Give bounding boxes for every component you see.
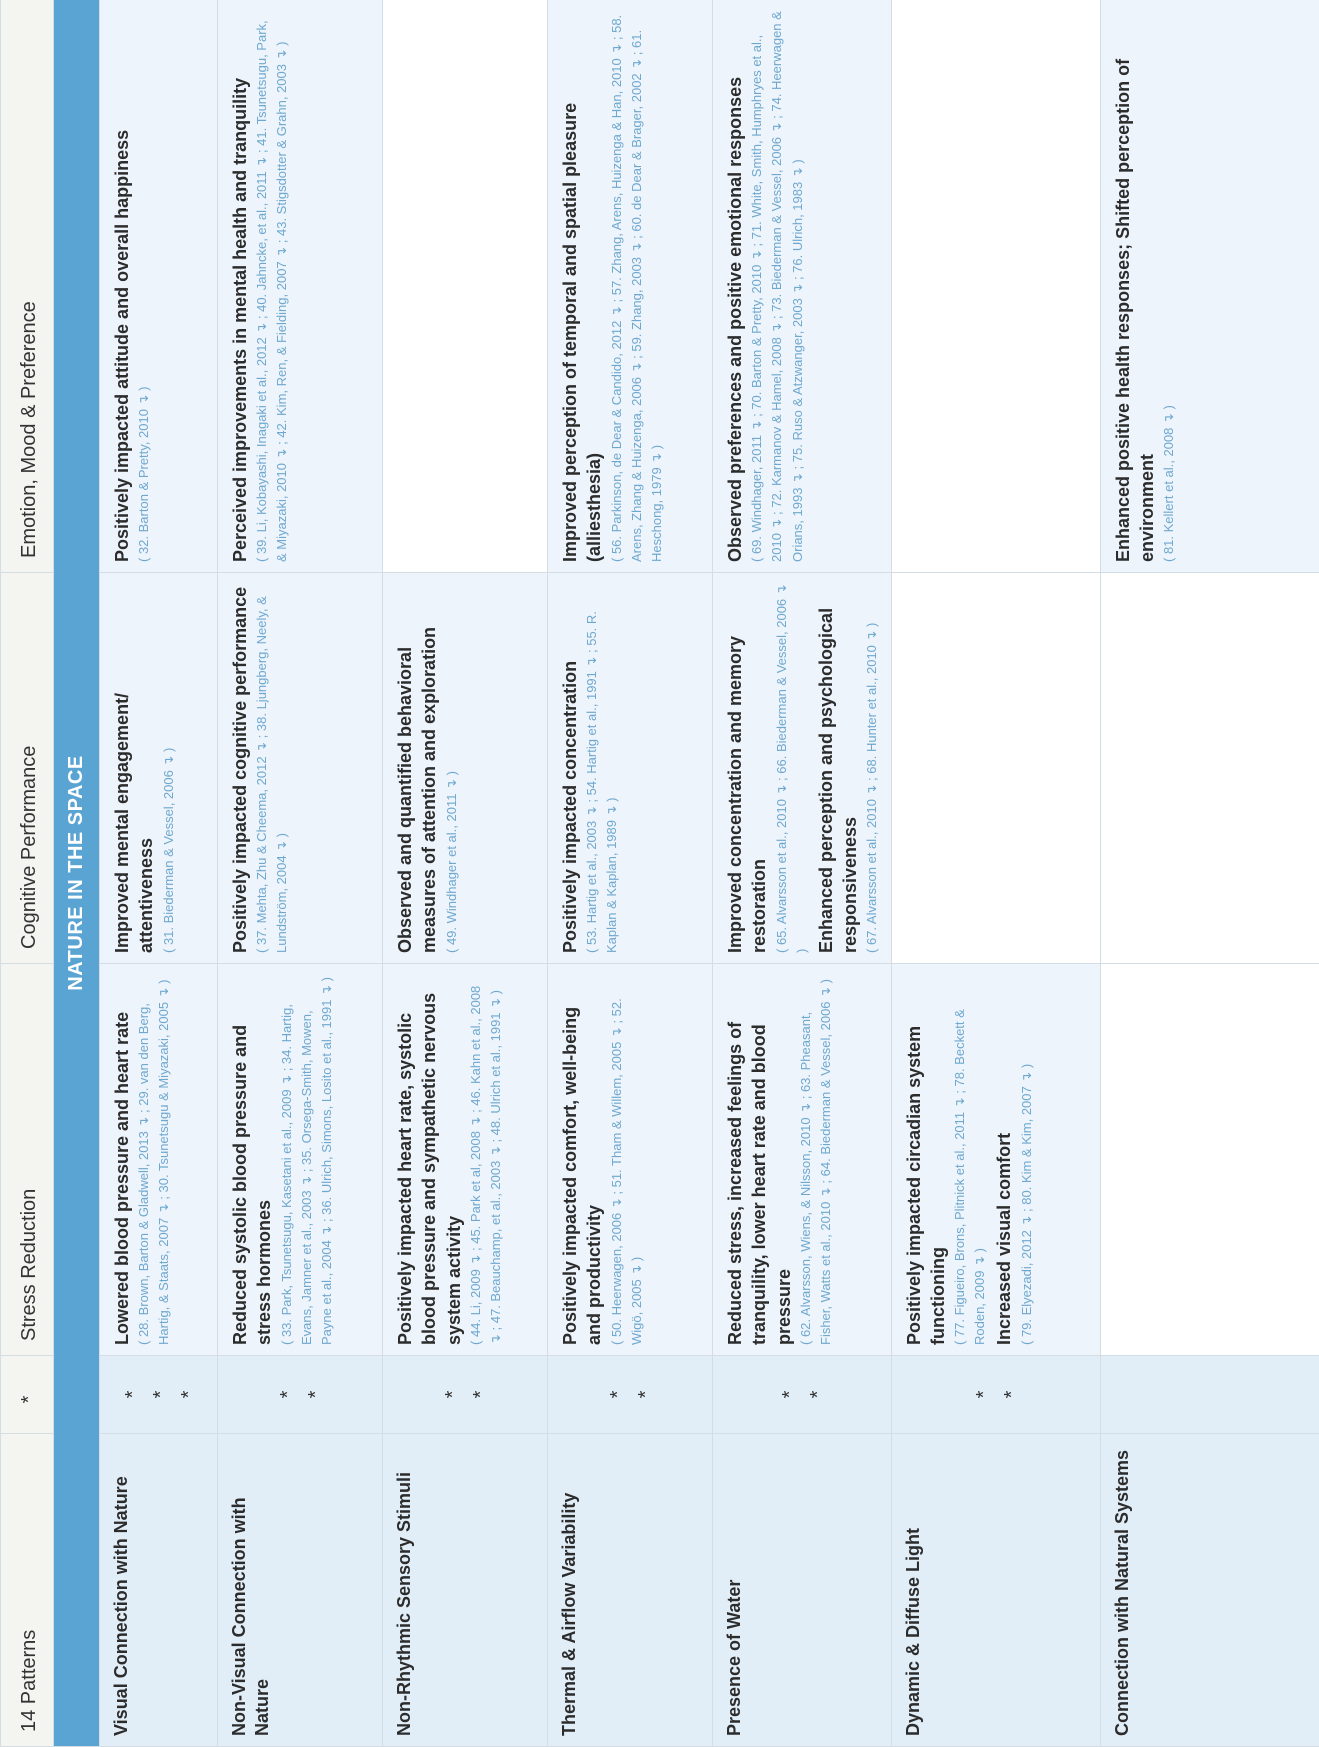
header-cognitive-performance: Cognitive Performance [1,573,54,964]
stress-cell [383,964,548,1356]
pattern-row [383,0,548,1747]
stress-cell [713,964,892,1356]
claim-text: Positively impacted cognitive performance [230,586,250,953]
star-mark: * [607,1390,629,1399]
star-mark: * [277,1390,299,1399]
claim-text: Perceived improvements in mental health and tranquility [230,77,250,562]
citation-text[interactable]: ( 50. Heerwagen, 2006 ↴ ; 51. Tham & Willem, 2005 ↴ ; 52. Wigö, 2005 ↴ ) [608,998,644,1345]
claim-text: Positively impacted heart rate, systolic blood pressure and sympathetic nervous system activity [395,992,464,1345]
pattern-row [100,0,218,1747]
claim-text: Positively impacted comfort, well-being and productivity [560,1006,605,1345]
citation-text[interactable]: ( 31. Biederman & Vessel, 2006 ↴ ) [160,747,176,953]
star-mark: * [442,1390,464,1399]
citation-text[interactable]: ( 81. Kellert et al., 2008 ↴ ) [1161,405,1177,562]
evidence-stars [218,1356,383,1434]
pattern-row [218,0,383,1747]
section-row [54,0,100,1747]
header-stress-reduction: Stress Reduction [1,964,54,1356]
claim-text: Lowered blood pressure and heart rate [112,1011,132,1345]
citation-text[interactable]: ( 44. Li, 2009 ↴ ; 45. Park et al, 2008 ↴ ; 46. Kahn et al., 2008 ↴ ; 47. Beauchamp, et al., 2003 ↴ ; 48. Ulrich et al., 1991 ↴ ) [467,985,504,1345]
emotion-cell [1100,0,1319,573]
header-row [1,0,54,1747]
pattern-name: Presence of Water [713,1434,892,1747]
emotion-cell [713,0,892,573]
pattern-name: Visual Connection with Nature [100,1434,218,1747]
citation-text[interactable]: ( 32. Barton & Pretty, 2010 ↴ ) [136,386,152,562]
cognitive-cell [218,573,383,964]
evidence-stars [891,1356,1100,1434]
section-label: NATURE IN THE SPACE [54,0,100,1747]
header-patterns: 14 Patterns [1,1434,54,1747]
citation-text[interactable]: ( 67. Alvarsson et al., 2010 ↴ ; 68. Hunter et al., 2010 ↴ ) [864,622,880,953]
emotion-cell [891,0,1100,573]
stress-cell [891,964,1100,1356]
star-mark: * [177,1390,200,1399]
claim-text: Improved mental engagement/ attentiveness [112,692,157,953]
stress-cell [100,964,218,1356]
star-mark: * [806,1390,829,1399]
pattern-row [891,0,1100,1747]
claim-text: Observed preferences and positive emotional responses [725,76,745,562]
claim-text: Enhanced perception and psychological responsiveness [815,607,861,953]
cognitive-cell [891,573,1100,964]
citation-text[interactable]: ( 79. Elyezadi, 2012 ↴ ; 80. Kim & Kim, 2007 ↴ ) [1018,1063,1034,1345]
star-mark: * [121,1390,144,1399]
citation-text[interactable]: ( 53. Hartig et al., 2003 ↴ ; 54. Hartig et al., 1991 ↴ ; 55. R. Kaplan & Kaplan, 1989 ↴ ) [584,611,620,953]
claim-text: Increased visual comfort [994,1132,1015,1345]
cognitive-cell [100,573,218,964]
citation-text[interactable]: ( 33. Park, Tsunetsugu, Kasetani et al., 2009 ↴ ; 34. Hartig, Evans, Jamner et al., 2003 ↴ ; 35. Orsega-Smith, Mowen, Payne et al., 2004 ↴ ; 36. Ulrich, Simons, Losito et al., 1991 ↴ ) [278,977,334,1345]
stress-cell [218,964,383,1356]
claim-text: Reduced systolic blood pressure and stress hormones [230,1024,275,1345]
emotion-cell [100,0,218,573]
citation-text[interactable]: ( 77. Figueiro, Brons, Plitnick et al., 2011 ↴ ; 78. Beckett & Roden, 2009 ↴ ) [952,1009,988,1345]
claim-text: Enhanced positive health responses; Shifted perception of environment [1112,58,1157,562]
cognitive-cell [548,573,713,964]
citation-text[interactable]: ( 49. Windhager et al., 2011 ↴ ) [443,771,459,953]
pattern-name: Dynamic & Diffuse Light [891,1434,1100,1747]
citation-text[interactable]: ( 65. Alvarsson et al., 2010 ↴ ; 66. Biederman & Vessel, 2006 ↴ ) [773,584,809,953]
citation-text[interactable]: ( 37. Mehta, Zhu & Cheema, 2012 ↴ ; 38. Ljungberg, Neely, & Lundström, 2004 ↴ ) [254,596,290,953]
evidence-stars [100,1356,218,1434]
cognitive-cell [1100,573,1319,964]
claim-text: Positively impacted circadian system functioning [903,1025,948,1345]
evidence-stars [548,1356,713,1434]
evidence-stars [1100,1356,1319,1434]
stress-cell [1100,964,1319,1356]
pattern-name: Connection with Natural Systems [1100,1434,1319,1747]
star-mark: * [1000,1390,1023,1399]
pattern-name: Non-Rhythmic Sensory Stimuli [383,1434,548,1747]
evidence-stars [713,1356,892,1434]
star-mark: * [778,1390,801,1399]
claim-text: Positively impacted attitude and overall happiness [112,129,132,562]
pattern-name: Thermal & Airflow Variability [548,1434,713,1747]
pattern-row [713,0,892,1747]
citation-text[interactable]: ( 69. Windhager, 2011 ↴ ; 70. Barton & Pretty, 2010 ↴ ; 71. White, Smith, Humphryes et al., 2010 ↴ ; 72. Karmanov & Hamel, 2008 ↴ ; 73. Biederman & Vessel, 2006 ↴ ; 74. Heerwagen & Orians, 1993 ↴ ; 75. Ruso & Atzwanger, 2003 ↴ ; 76. Ulrich, 1983 ↴ ) [749,11,805,562]
citation-text[interactable]: ( 56. Parkinson, de Dear & Candido, 2012 ↴ ; 57. Zhang, Arens, Huizenga & Han, 2010 ↴ ; 58. Arens, Zhang & Huizenga, 2006 ↴ ; 59. Zhang, 2003 ↴ ; 60. de Dear & Brager, 2002 ↴ ; 61. Heschong, 1979 ↴ ) [608,14,664,562]
claim-text: Reduced stress, increased feelings of tranquility, lower heart rate and blood pressure [725,1021,794,1345]
claim-text: Improved perception of temporal and spatial pleasure (alliesthesia) [560,102,605,562]
header-emotion-mood-preference: Emotion, Mood & Preference [1,0,54,573]
evidence-stars [383,1356,548,1434]
emotion-cell [548,0,713,573]
header-star: * [1,1356,54,1434]
citation-text[interactable]: ( 62. Alvarsson, Wiens, & Nilsson, 2010 ↴ ; 63. Pheasant, Fisher, Watts et al., 2010 ↴ ; 64. Biederman & Vessel, 2006 ↴ ) [797,979,834,1345]
pattern-name: Non-Visual Connection with Nature [218,1434,383,1747]
pattern-row [548,0,713,1747]
cognitive-cell [383,573,548,964]
cognitive-cell [713,573,892,964]
star-mark: * [635,1390,657,1399]
emotion-cell [383,0,548,573]
pattern-row [1100,0,1319,1747]
citation-text[interactable]: ( 28. Brown, Barton & Gladwell, 2013 ↴ ; 29. van den Berg, Hartig, & Staats, 2007 ↴ ; 30. Tsunetsugu & Miyazaki, 2005 ↴ ) [136,979,172,1345]
star-mark: * [149,1390,172,1399]
star-mark: * [972,1390,995,1399]
claim-text: Observed and quantified behavioral measures of attention and exploration [395,626,440,953]
star-mark: * [470,1390,492,1399]
emotion-cell [218,0,383,573]
claim-text: Positively impacted concentration [560,660,580,953]
citation-text[interactable]: ( 39. Li, Kobayashi, Inagaki et al., 2012 ↴ ; 40. Jahncke, et al., 2011 ↴ ; 41. Tsunetsugu, Park, & Miyazaki, 2010 ↴ ; 42. Kim, Ren, & Fielding, 2007 ↴ ; 43. Stigsdotter & Grahn, 2003 ↴ ) [254,20,290,562]
stress-cell [548,964,713,1356]
claim-text: Improved concentration and memory restoration [725,635,770,953]
star-mark: * [305,1390,327,1399]
